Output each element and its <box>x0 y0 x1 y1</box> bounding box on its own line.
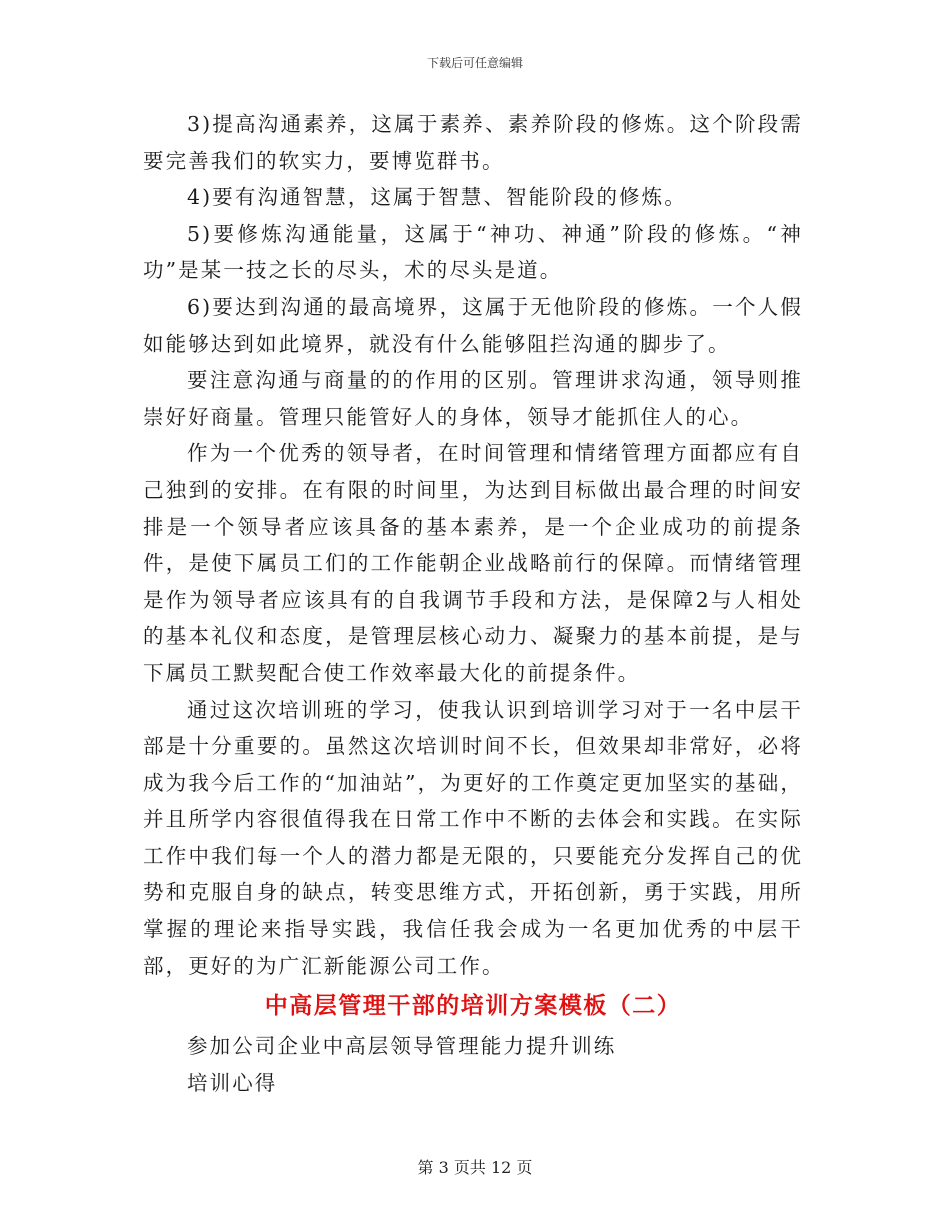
paragraph-training-notes: 培训心得 <box>187 1070 278 1095</box>
paragraph-item-4: 4)要有沟通智慧，这属于智慧、智能阶段的修炼。 <box>187 185 687 210</box>
paragraph-leader: 作为一个优秀的领导者，在时间管理和情绪管理方面都应有自己独到的安排。在有限的时间里，为达到目标做出最合理的时间安排是一个领导者应该具备的基本素养，是一个企业成功的前提条件，是使下属员工们的工作能朝企业战略前行的保障。而情绪管理是作为领导者应该具有的自我调节手段和方法，是保障2与人相处的基本礼仪和态度，是管理层核心动力、凝聚力的基本前提，是与下属员工默契配合使工作效率最大化的前提条件。 <box>143 441 803 685</box>
paragraph-training-name: 参加公司企业中高层领导管理能力提升训练 <box>187 1034 617 1059</box>
document-body <box>143 106 803 1101</box>
paragraph-conclusion: 通过这次培训班的学习，使我认识到培训学习对于一名中层干部是十分重要的。虽然这次培训时间不长，但效果却非常好，必将成为我今后工作的“加油站”，为更好的工作奠定更加坚实的基础，并且所学内容很值得我在日常工作中不断的去体会和实践。在实际工作中我们每一个人的潜力都是无限的，只要能充分发挥自己的优势和克服自身的缺点，转变思维方式，开拓创新，勇于实践，用所掌握的理论来指导实践，我信任我会成为一名更加优秀的中层干部，更好的为广汇新能源公司工作。 <box>143 697 803 978</box>
paragraph-communication: 要注意沟通与商量的的作用的区别。管理讲求沟通，领导则推崇好好商量。管理只能管好人的身体，领导才能抓住人的心。 <box>143 368 803 429</box>
page-header: 下载后可任意编辑 <box>426 56 523 70</box>
section-title: 中高层管理干部的培训方案模板（二） <box>264 992 682 1020</box>
page-footer: 第 3 页共 12 页 <box>417 1158 533 1177</box>
paragraph-item-3: 3)提高沟通素养，这属于素养、素养阶段的修炼。这个阶段需要完善我们的软实力，要博览群书。 <box>143 112 803 173</box>
paragraph-item-5: 5)要修炼沟通能量，这属于“神功、神通”阶段的修炼。“神功”是某一技之长的尽头，术的尽头是道。 <box>143 221 803 283</box>
paragraph-item-6: 6)要达到沟通的最高境界，这属于无他阶段的修炼。一个人假如能够达到如此境界，就没有什么能够阻拦沟通的脚步了。 <box>143 294 803 356</box>
